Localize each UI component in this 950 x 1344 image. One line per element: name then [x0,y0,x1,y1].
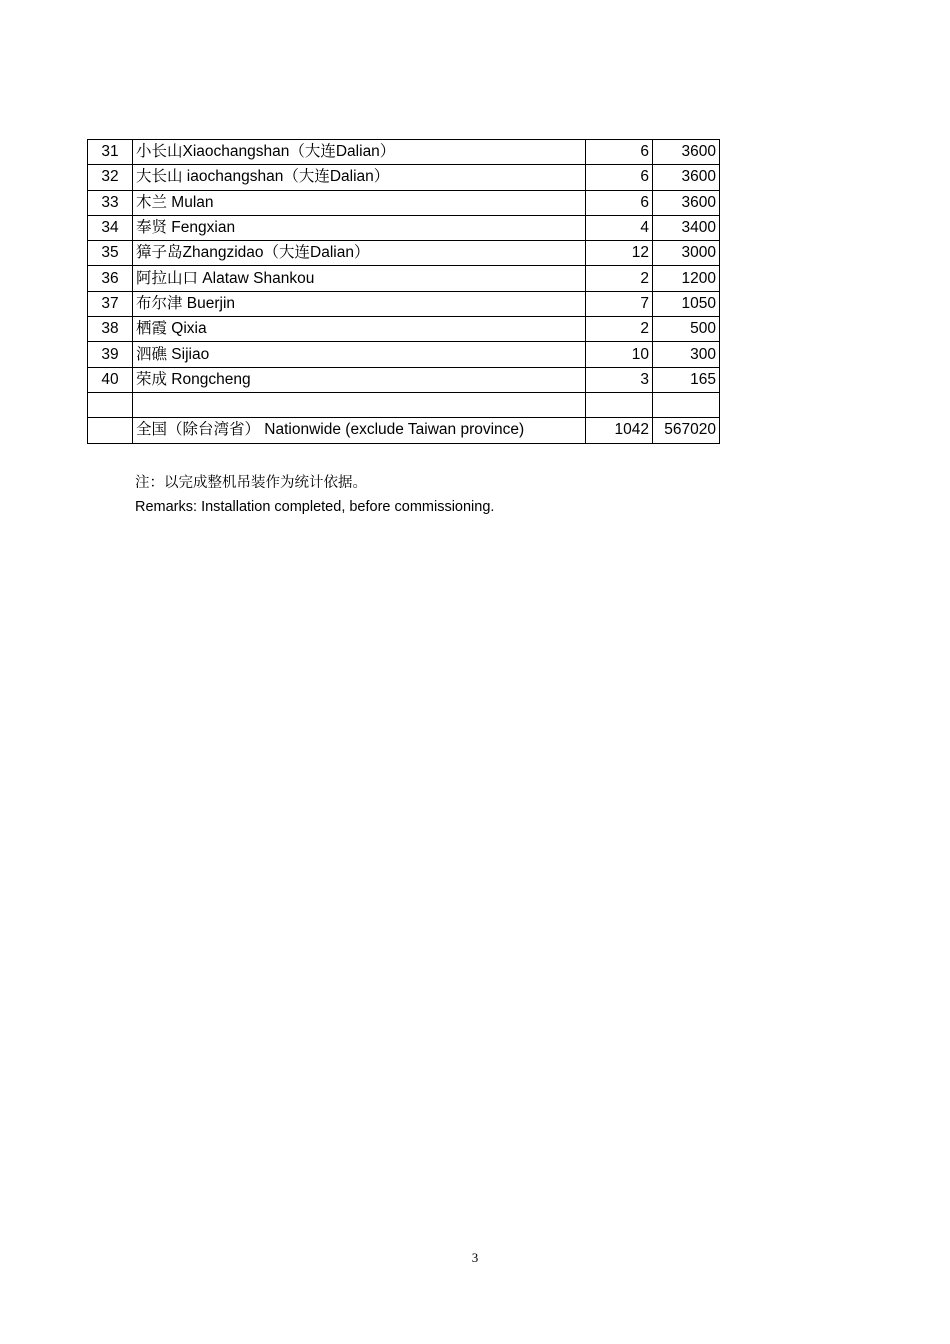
capacity-value: 3000 [653,241,720,266]
note-english: Remarks: Installation completed, before commissioning. [135,499,495,515]
capacity-value [653,392,720,417]
unit-count: 6 [586,190,653,215]
table-row [88,342,720,367]
unit-count: 7 [586,291,653,316]
row-number: 39 [88,342,133,367]
page-number: 3 [471,1250,479,1265]
capacity-value: 567020 [653,418,720,443]
table-row [88,392,720,417]
row-number: 33 [88,190,133,215]
row-number: 32 [88,165,133,190]
capacity-value: 3600 [653,190,720,215]
site-name: 獐子岛Zhangzidao（大连Dalian） [133,241,586,266]
capacity-value: 300 [653,342,720,367]
site-name: 布尔津 Buerjin [133,291,586,316]
table-row [88,291,720,316]
total-row [88,418,720,443]
table-body [88,140,720,444]
table-row [88,266,720,291]
site-name: 荣成 Rongcheng [133,367,586,392]
notes [135,471,494,519]
unit-count: 12 [586,241,653,266]
unit-count: 1042 [586,418,653,443]
table-row [88,165,720,190]
capacity-value: 165 [653,367,720,392]
row-number: 34 [88,215,133,240]
unit-count: 6 [586,140,653,165]
unit-count: 10 [586,342,653,367]
row-number: 35 [88,241,133,266]
table-row [88,317,720,342]
site-name: 阿拉山口 Alataw Shankou [133,266,586,291]
row-number [88,392,133,417]
row-number: 31 [88,140,133,165]
table-row [88,215,720,240]
table-row [88,190,720,215]
table-row [88,140,720,165]
row-number [88,418,133,443]
unit-count: 2 [586,317,653,342]
unit-count: 4 [586,215,653,240]
site-name: 大长山 iaochangshan（大连Dalian） [133,165,586,190]
site-name: 泗礁 Sijiao [133,342,586,367]
table-row [88,241,720,266]
unit-count: 6 [586,165,653,190]
capacity-value: 1050 [653,291,720,316]
site-name: 全国（除台湾省） Nationwide (exclude Taiwan province) [133,418,586,443]
site-name: 奉贤 Fengxian [133,215,586,240]
site-name: 木兰 Mulan [133,190,586,215]
table-row [88,367,720,392]
capacity-value: 500 [653,317,720,342]
note-chinese: 注：以完成整机吊装作为统计依据。 [135,475,367,491]
capacity-value: 3400 [653,215,720,240]
row-number: 37 [88,291,133,316]
capacity-value: 3600 [653,165,720,190]
row-number: 38 [88,317,133,342]
site-name [133,392,586,417]
row-number: 40 [88,367,133,392]
unit-count: 3 [586,367,653,392]
site-name: 小长山Xiaochangshan（大连Dalian） [133,140,586,165]
site-name: 栖霞 Qixia [133,317,586,342]
unit-count [586,392,653,417]
wind-farm-table [87,139,720,444]
row-number: 36 [88,266,133,291]
capacity-value: 1200 [653,266,720,291]
capacity-value: 3600 [653,140,720,165]
unit-count: 2 [586,266,653,291]
